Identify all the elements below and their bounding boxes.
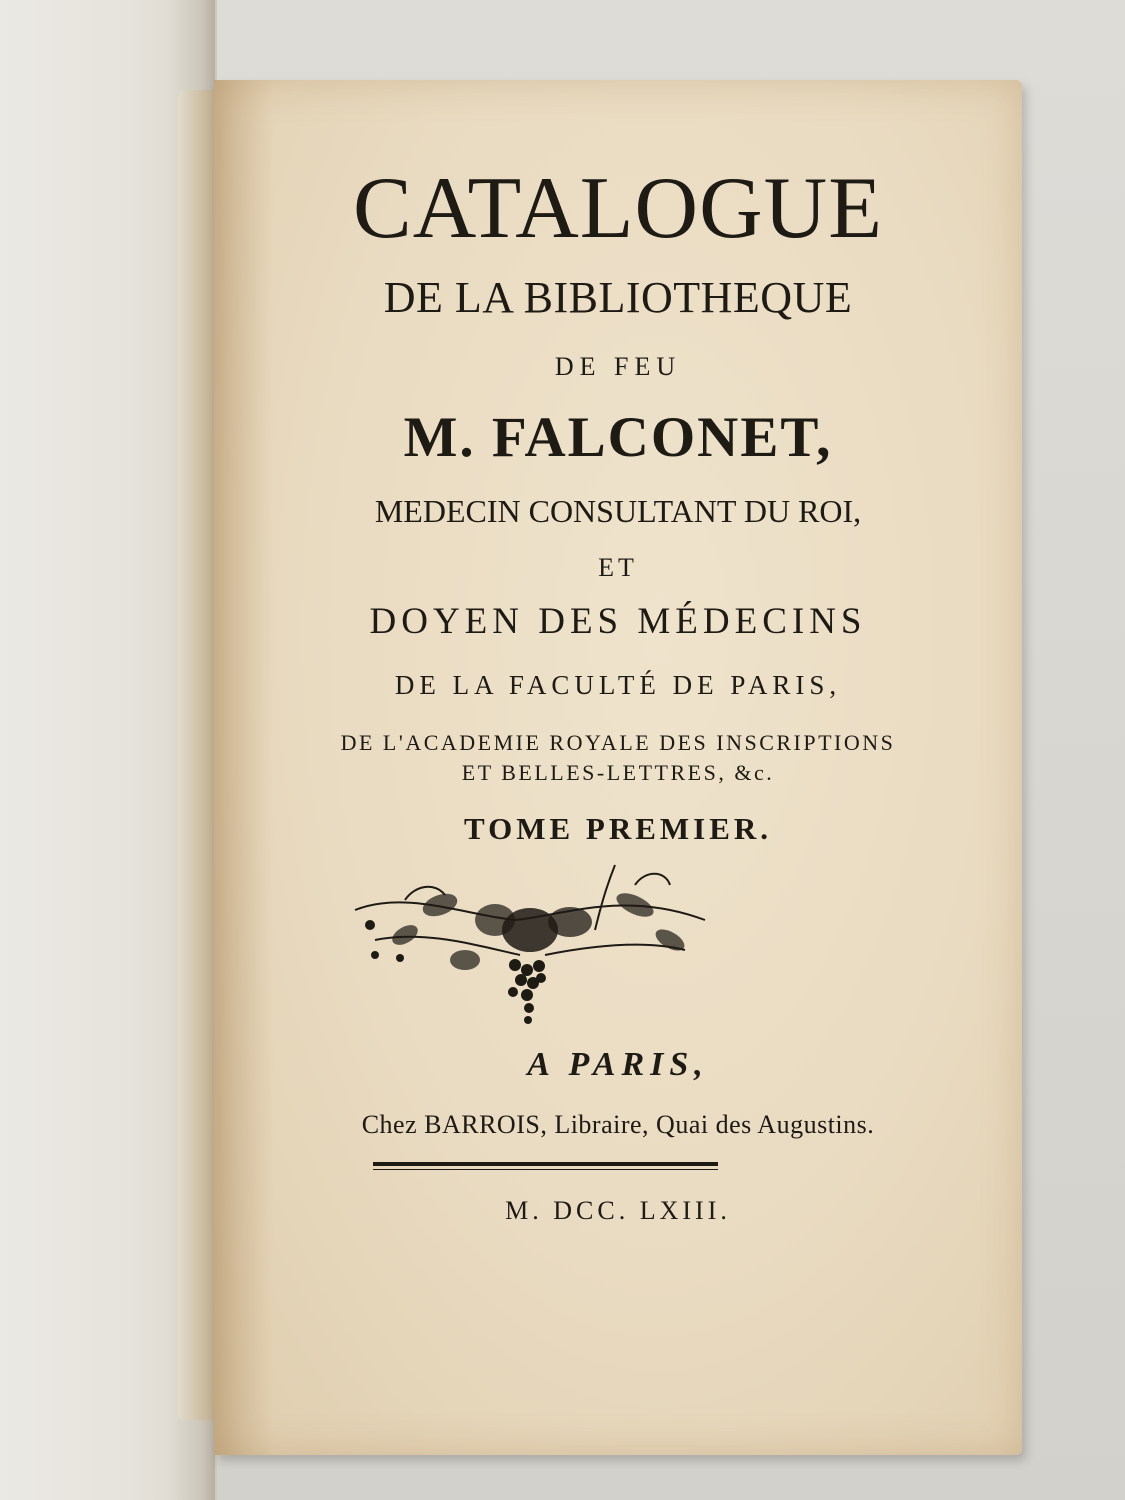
title-catalogue: CATALOGUE	[353, 160, 883, 257]
floral-fruit-vignette-icon	[345, 860, 715, 1035]
title-doyen: DOYEN DES MÉDECINS	[369, 601, 867, 642]
title-et: ET	[598, 553, 638, 582]
title-bibliotheque: DE LA BIBLIOTHEQUE	[383, 273, 853, 322]
imprint-place: A PARIS,	[527, 1046, 709, 1083]
title-belles-lettres: ET BELLES-LETTRES, &c.	[461, 760, 775, 785]
title-falconet: M. FALCONET,	[403, 406, 833, 469]
title-de-feu: DE FEU	[554, 352, 682, 381]
imprint-date: M. DCC. LXIII.	[505, 1196, 731, 1225]
imprint-publisher: Chez BARROIS, Libraire, Quai des Augustins.	[361, 1110, 875, 1139]
title-medecin-consultant: MEDECIN CONSULTANT DU ROI,	[374, 493, 862, 529]
double-rule-divider	[373, 1162, 718, 1170]
title-academie: DE L'ACADEMIE ROYALE DES INSCRIPTIONS	[340, 730, 896, 755]
title-tome-premier: TOME PREMIER.	[463, 811, 773, 846]
title-faculte: DE LA FACULTÉ DE PARIS,	[394, 670, 842, 700]
